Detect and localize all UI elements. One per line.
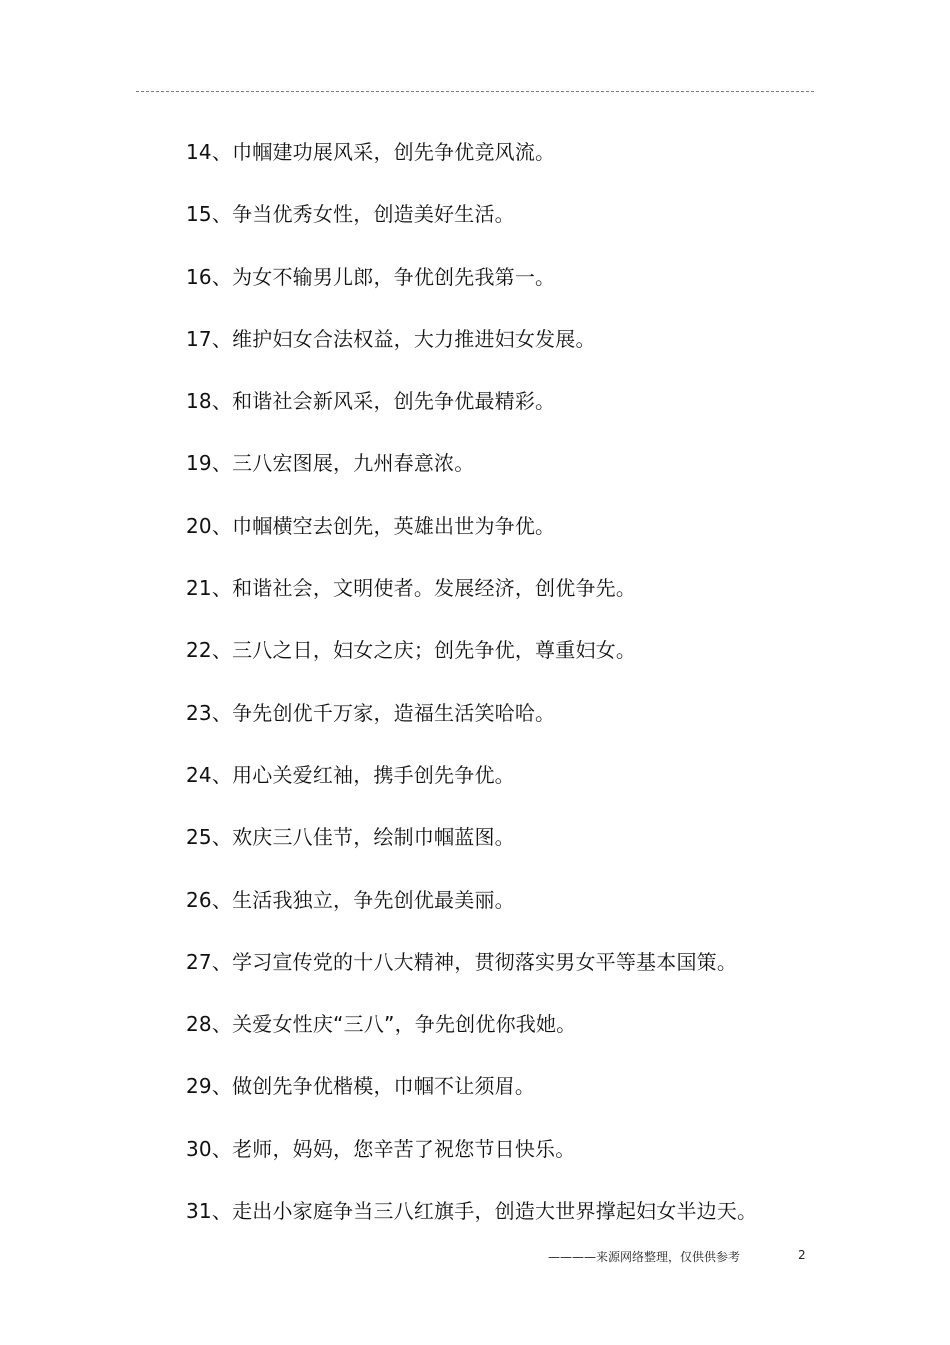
item-number: 24 <box>186 762 212 787</box>
item-separator: 、 <box>211 513 233 538</box>
list-item <box>186 445 757 507</box>
footer-source-note: ————来源网络整理，仅供供参考 <box>548 1250 741 1264</box>
item-number: 20 <box>186 513 212 538</box>
list-item <box>186 695 757 757</box>
item-number: 28 <box>186 1012 212 1037</box>
item-text: 做创先争优楷模，巾帼不让须眉。 <box>232 1074 536 1099</box>
item-number: 14 <box>186 140 212 164</box>
page-number: 2 <box>798 1248 806 1262</box>
item-separator: 、 <box>211 1012 233 1037</box>
item-separator: 、 <box>211 1074 233 1099</box>
item-number: 26 <box>186 887 212 912</box>
item-separator: 、 <box>211 762 233 787</box>
item-number: 23 <box>186 700 212 725</box>
item-text: 巾帼横空去创先，英雄出世为争优。 <box>232 513 556 538</box>
item-number: 16 <box>186 264 212 289</box>
list-item <box>186 321 757 383</box>
list-item <box>186 632 757 694</box>
item-text: 争先创优千万家，造福生活笑哈哈。 <box>232 700 556 725</box>
item-number: 27 <box>186 949 212 974</box>
item-text: 和谐社会新风采，创先争优最精彩。 <box>232 389 556 414</box>
item-separator: 、 <box>211 451 233 476</box>
list-item <box>186 259 757 321</box>
item-text: 争当优秀女性，创造美好生活。 <box>232 202 515 227</box>
item-text: 为女不输男儿郎，争优创先我第一。 <box>232 264 556 289</box>
item-text: 欢庆三八佳节，绘制巾帼蓝图。 <box>232 825 515 850</box>
list-item <box>186 882 757 944</box>
list-item <box>186 1131 757 1193</box>
item-number: 17 <box>186 326 212 351</box>
list-item <box>186 383 757 445</box>
item-number: 29 <box>186 1074 212 1099</box>
item-number: 25 <box>186 825 212 850</box>
item-separator: 、 <box>211 389 233 414</box>
item-number: 22 <box>186 638 212 663</box>
item-separator: 、 <box>211 825 233 850</box>
list-item <box>186 134 757 196</box>
item-text: 学习宣传党的十八大精神，贯彻落实男女平等基本国策。 <box>232 949 738 974</box>
item-text: 维护妇女合法权益，大力推进妇女发展。 <box>232 326 596 351</box>
item-number: 30 <box>186 1136 212 1161</box>
item-separator: 、 <box>211 1199 233 1224</box>
item-text: 巾帼建功展风采，创先争优竞风流。 <box>232 140 556 164</box>
list-item <box>186 819 757 881</box>
item-text: 三八宏图展，九州春意浓。 <box>232 451 475 476</box>
item-number: 15 <box>186 202 212 227</box>
item-number: 31 <box>186 1199 212 1224</box>
item-text: 三八之日，妇女之庆；创先争优，尊重妇女。 <box>232 638 637 663</box>
list-item <box>186 1006 757 1068</box>
list-item <box>186 944 757 1006</box>
item-separator: 、 <box>211 264 233 289</box>
item-separator: 、 <box>211 638 233 663</box>
list-item <box>186 1193 757 1255</box>
item-separator: 、 <box>211 576 233 601</box>
item-text: 用心关爱红袖，携手创先争优。 <box>232 762 515 787</box>
item-text: 和谐社会，文明使者。发展经济，创优争先。 <box>232 576 637 601</box>
item-text: 走出小家庭争当三八红旗手，创造大世界撑起妇女半边天。 <box>232 1199 758 1224</box>
item-separator: 、 <box>211 1136 233 1161</box>
list-item <box>186 570 757 632</box>
item-separator: 、 <box>211 326 233 351</box>
item-separator: 、 <box>211 140 233 164</box>
item-separator: 、 <box>211 202 233 227</box>
list-item <box>186 508 757 570</box>
item-text: 老师，妈妈，您辛苦了祝您节日快乐。 <box>232 1136 576 1161</box>
item-separator: 、 <box>211 949 233 974</box>
item-number: 21 <box>186 576 212 601</box>
slogan-list <box>186 134 757 1255</box>
list-item <box>186 757 757 819</box>
item-text: 关爱女性庆“三八”，争先创优你我她。 <box>232 1012 577 1037</box>
item-separator: 、 <box>211 700 233 725</box>
header-dashed-rule <box>136 91 814 92</box>
item-number: 18 <box>186 389 212 414</box>
item-number: 19 <box>186 451 212 476</box>
item-separator: 、 <box>211 887 233 912</box>
list-item <box>186 196 757 258</box>
list-item <box>186 1068 757 1130</box>
item-text: 生活我独立，争先创优最美丽。 <box>232 887 515 912</box>
